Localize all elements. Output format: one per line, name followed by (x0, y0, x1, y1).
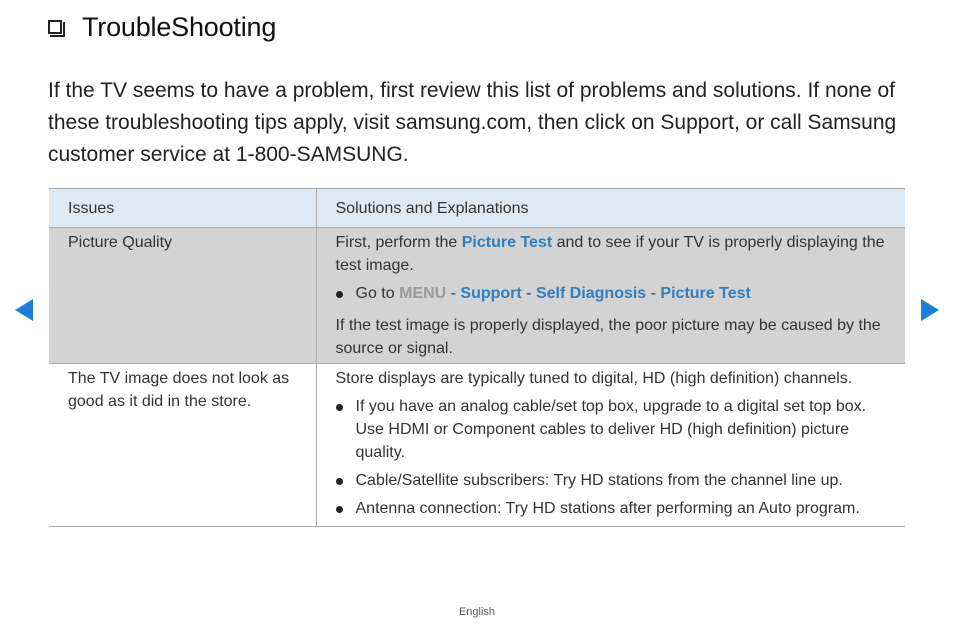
support-link[interactable]: Support (460, 285, 522, 302)
bullet-item: Antenna connection: Try HD stations after performing an Auto program. (336, 497, 892, 520)
table-row (49, 228, 905, 364)
menu-key-label: MENU (399, 285, 447, 302)
footer-language: English (458, 606, 496, 618)
page-title: TroubleShooting (82, 11, 277, 42)
issue-cell: The TV image does not look as good as it did in the store. (49, 364, 316, 527)
separator: - (446, 285, 461, 302)
picture-test-menu-link[interactable]: Picture Test (660, 285, 751, 302)
solution-cell (316, 364, 905, 527)
table-row (49, 364, 905, 527)
solution-bullets (336, 282, 892, 305)
bullet-item: If you have an analog cable/set top box, upgrade to a digital set top box. Use HDMI or Component cables to deliver HD (high definition) picture quality. (336, 395, 892, 464)
text-span: First, perform the (335, 234, 462, 251)
bullet-item (336, 282, 892, 305)
table-header-row (49, 189, 905, 228)
text-span: Go to (355, 285, 400, 302)
header-solutions: Solutions and Explanations (316, 189, 905, 228)
triangle-right-icon[interactable] (921, 299, 939, 321)
text-span: and to see if your TV is properly displaying the test image. (335, 234, 885, 274)
bullet-item: Cable/Satellite subscribers: Try HD stations from the channel line up. (336, 469, 892, 492)
checkbox-icon (48, 20, 62, 34)
troubleshooting-table (49, 188, 905, 527)
separator: - (521, 285, 536, 302)
solution-bullets (336, 395, 892, 520)
self-diagnosis-link[interactable]: Self Diagnosis (535, 285, 647, 302)
issue-cell: Picture Quality (49, 228, 316, 364)
header-issues: Issues (49, 189, 316, 228)
separator: - (646, 285, 661, 302)
triangle-left-icon[interactable] (15, 299, 33, 321)
picture-test-link[interactable]: Picture Test (461, 234, 553, 251)
intro-paragraph: If the TV seems to have a problem, first review this list of problems and solutions. If none of these troubleshooting tips apply, visit samsung.com, then click on Support, or call Samsung customer service at 1-800-SAMSUNG. (48, 79, 897, 166)
solution-paragraph (336, 231, 892, 277)
page-header (48, 9, 276, 45)
solution-paragraph: Store displays are typically tuned to digital, HD (high definition) channels. (335, 370, 853, 387)
solution-paragraph: If the test image is properly displayed, the poor picture may be caused by the source or signal. (335, 317, 881, 357)
solution-cell (316, 228, 905, 364)
